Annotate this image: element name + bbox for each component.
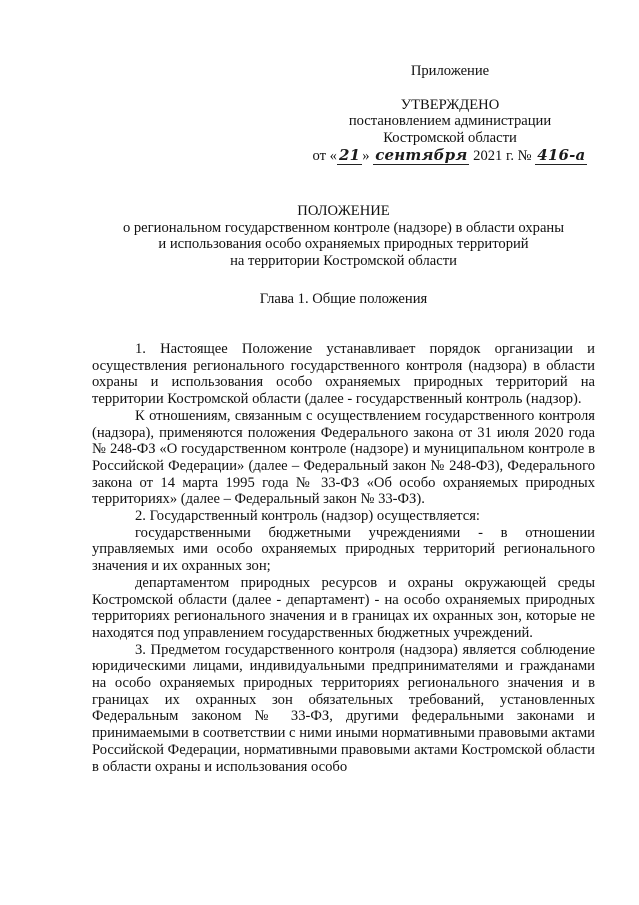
- region-label: Костромской области: [383, 130, 517, 147]
- paragraph: государственными бюджетными учреждениями - в отношении управляемых ими особо охраняемых природных территорий регионального значения и их охранных зон;: [92, 524, 595, 575]
- date-prefix: от «: [312, 147, 337, 164]
- document-title: [92, 203, 595, 270]
- date-day-handwritten: 21: [338, 145, 361, 164]
- date-mid: »: [362, 147, 370, 164]
- paragraph: 2. Государственный контроль (надзор) осуществляется:: [135, 508, 480, 525]
- paragraph: департаментом природных ресурсов и охраны окружающей среды Костромской области (далее - департамент) - на особо охраняемых природных территориях регионального значения и в границах их охранных зон, которые не находятся под управлением государственных бюджетных учреждений.: [92, 574, 595, 641]
- paragraph: 1. Настоящее Положение устанавливает порядок организации и осуществления регионального государственного контроля (надзора) в области охраны и использования особо охраняемых природных территорий на территории Костромской области (далее - государственный контроль (надзор).: [92, 341, 595, 408]
- approved-label: УТВЕРЖДЕНО: [400, 96, 500, 113]
- date-year: 2021 г. №: [473, 147, 532, 164]
- document-body: [92, 341, 595, 775]
- chapter-heading: Глава 1. Общие положения: [259, 291, 428, 307]
- title-line: о региональном государственном контроле (надзоре) в области охраны: [122, 219, 565, 236]
- paragraph: 3. Предметом государственного контроля (надзора) является соблюдение юридическими лицами, индивидуальными предпринимателями и гражданами на особо охраняемых природных территориях регионального значения и в границах их охранных зон обязательных требований, установленных Федеральным законом № 33-ФЗ, другими федеральными законами и принимаемыми в соответствии с ними иными нормативными правовыми актами Российской Федерации, нормативными правовыми актами Костромской области в области охраны и использования особо: [92, 641, 595, 775]
- resolution-number-handwritten: 416-а: [537, 145, 586, 164]
- resolution-label: постановлением администрации: [348, 113, 552, 130]
- resolution-date: [300, 147, 600, 165]
- date-month-handwritten: сентября: [375, 145, 468, 164]
- title-line: на территории Костромской области: [230, 253, 457, 270]
- paragraph: К отношениям, связанным с осуществлением государственного контроля (надзора), применяются положения Федерального закона от 31 июля 2020 года № 248-ФЗ «О государственном контроле (надзоре) и муниципальном контроле в Российской Федерации» (далее – Федеральный закон № 248-ФЗ), Федерального закона от 14 марта 1995 года № 33-ФЗ «Об особо охраняемых природных территориях» (далее – Федеральный закон № 33-ФЗ).: [92, 407, 595, 508]
- title-heading: ПОЛОЖЕНИЕ: [297, 203, 390, 219]
- approval-stamp: [300, 63, 600, 165]
- title-line: и использования особо охраняемых природных территорий: [158, 236, 529, 253]
- appendix-label: Приложение: [410, 63, 490, 79]
- stamp-gap: [300, 80, 600, 97]
